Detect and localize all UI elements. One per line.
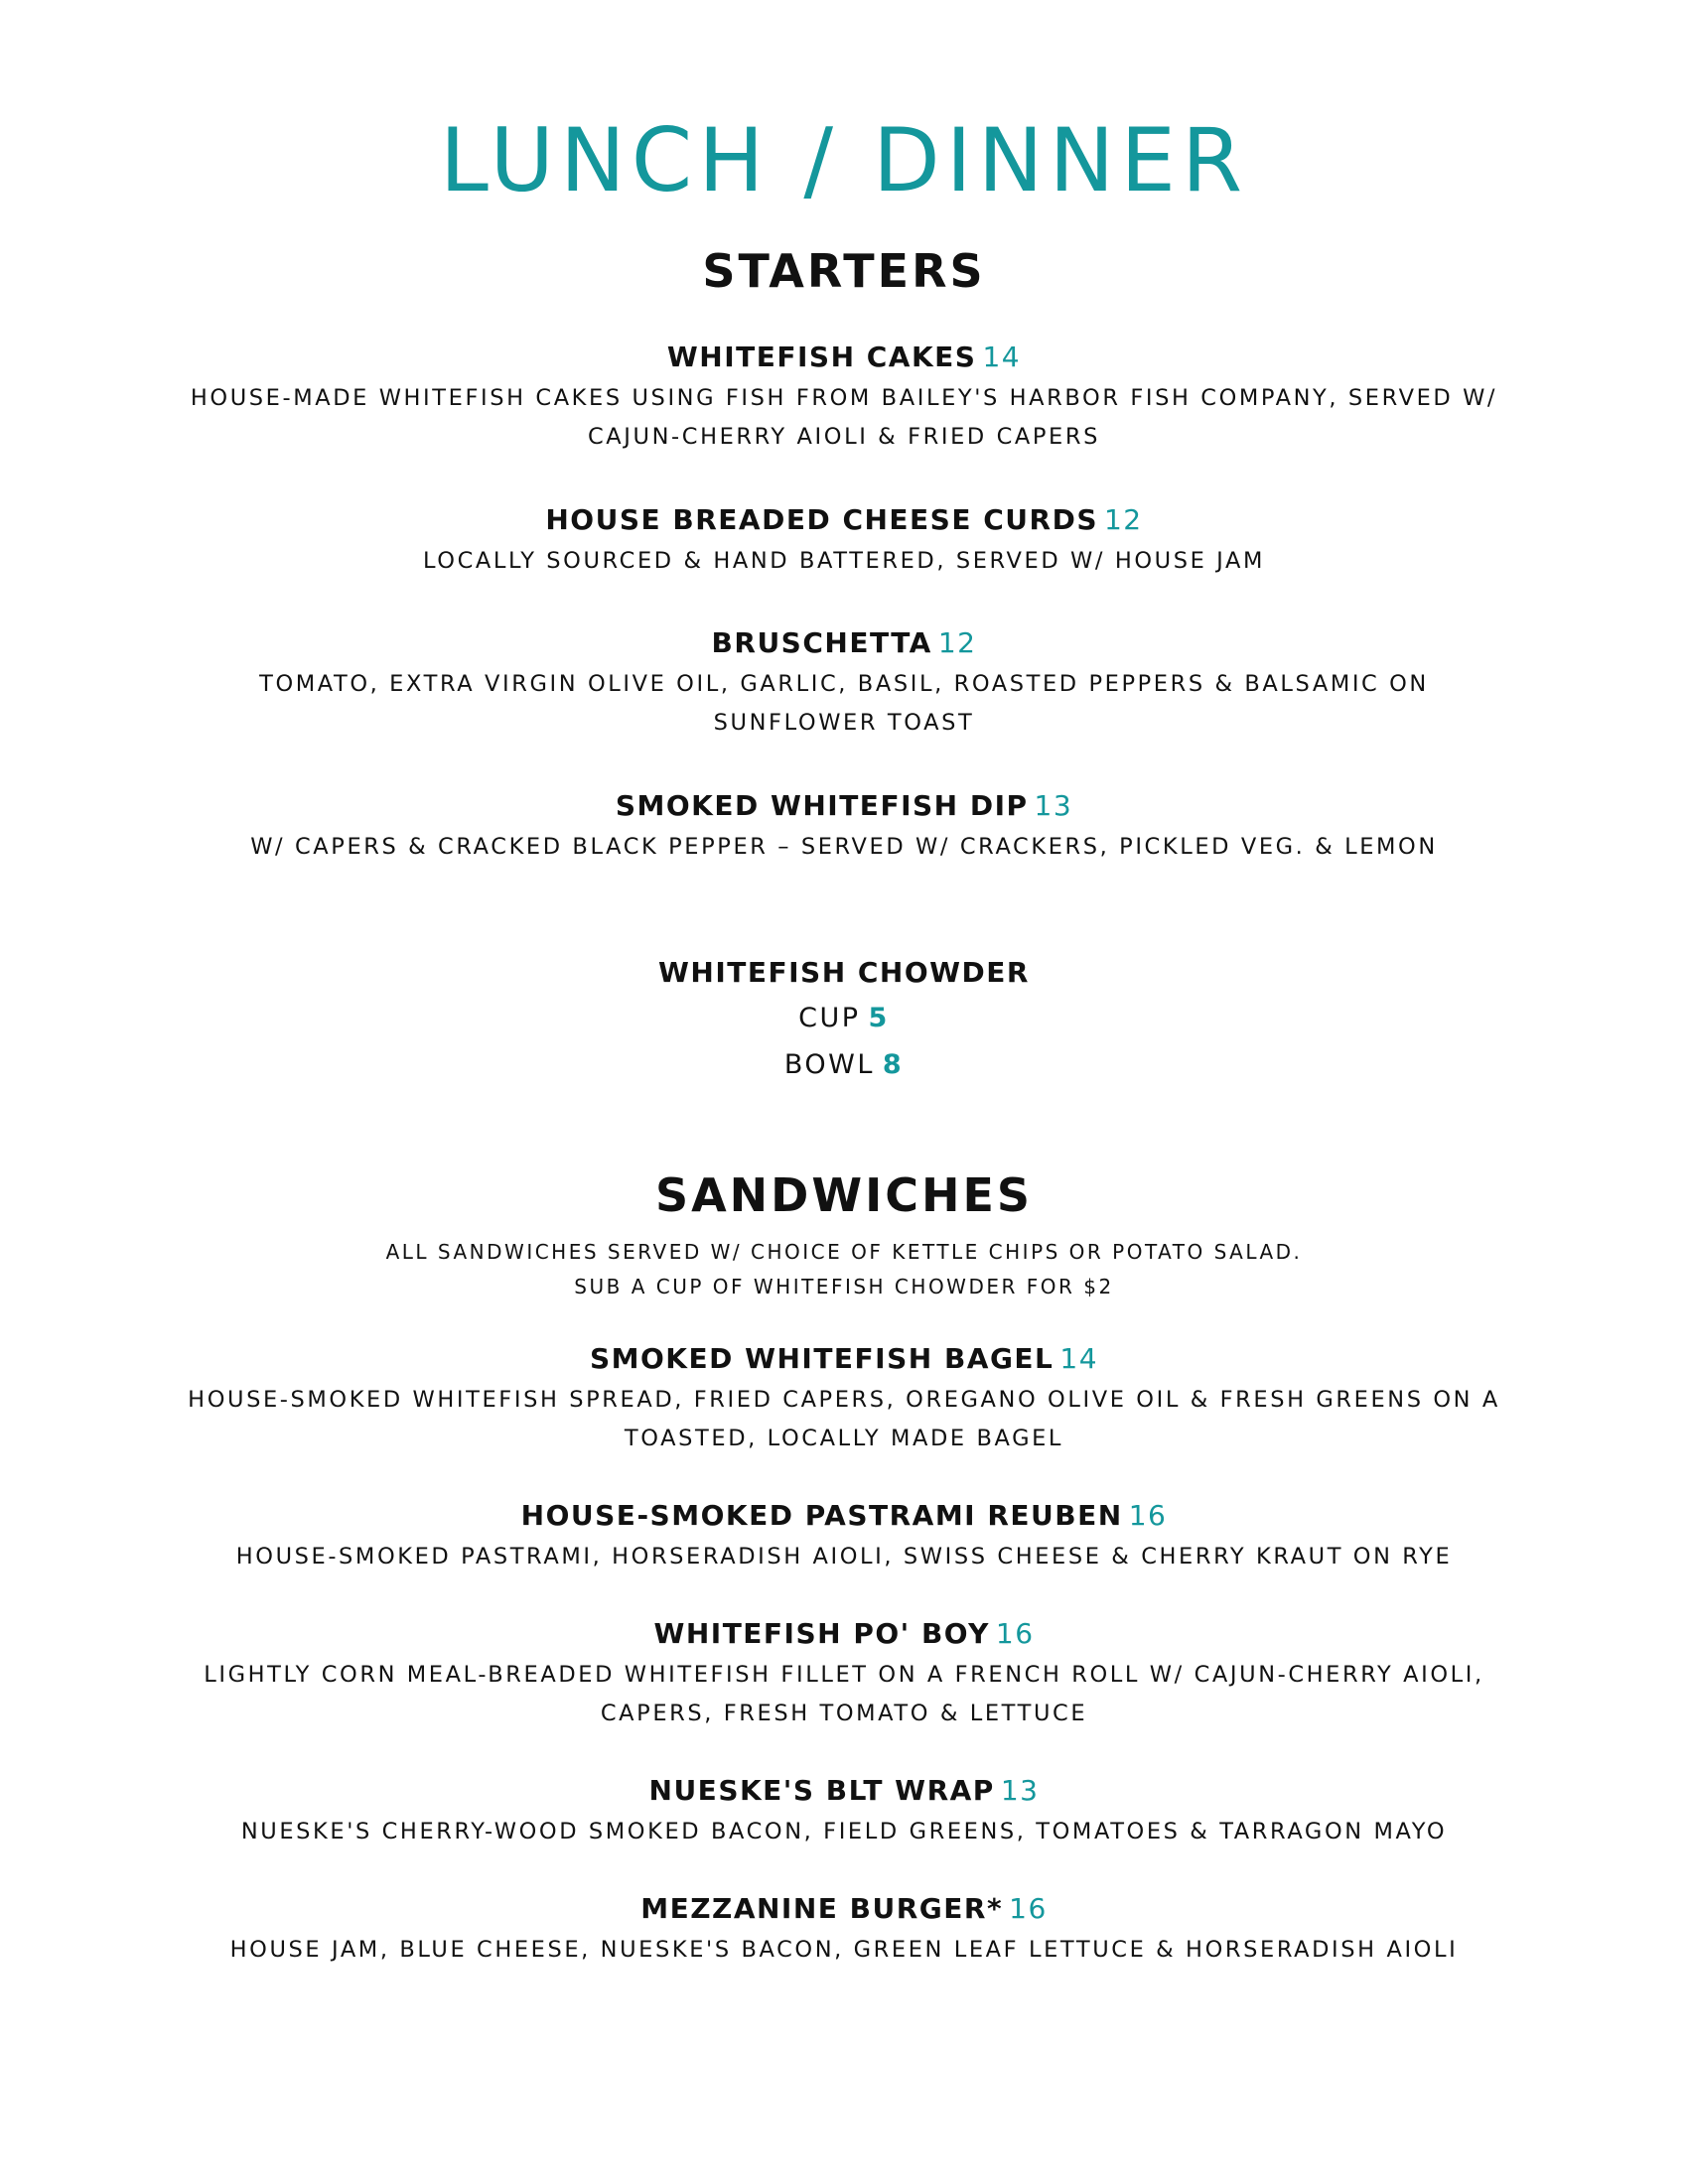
item-description [99,542,1589,581]
menu-item-smoked-whitefish-bagel [99,1341,1589,1458]
item-description [99,1813,1589,1851]
item-description [99,1656,1589,1733]
item-price: 14 [1059,1342,1099,1375]
item-name: HOUSE-SMOKED PASTRAMI REUBEN [520,1499,1123,1532]
item-description-line: HOUSE-SMOKED PASTRAMI, HORSERADISH AIOLI, SWISS CHEESE & CHERRY KRAUT ON RYE [235,1544,1453,1570]
menu-item-whitefish-cakes [99,340,1589,457]
item-description-line: HOUSE JAM, BLUE CHEESE, NUESKE'S BACON, GREEN LEAF LETTUCE & HORSERADISH AIOLI [229,1937,1459,1963]
item-name: SMOKED WHITEFISH BAGEL [589,1342,1055,1375]
sandwiches-heading: SANDWICHES [654,1168,1034,1222]
size-label: CUP [798,1003,861,1033]
item-name: SMOKED WHITEFISH DIP [615,789,1029,822]
size-price: 5 [868,1003,890,1033]
menu-item-bruschetta [99,625,1589,743]
sandwiches-note [99,1235,1589,1304]
item-description [99,1538,1589,1576]
item-name: HOUSE BREADED CHEESE CURDS [545,503,1098,536]
chowder-cup-option [99,995,1589,1041]
item-price: 12 [1103,503,1143,536]
size-price: 8 [882,1049,905,1080]
item-description [99,1931,1589,1970]
item-price: 14 [982,341,1022,373]
item-price: 13 [1034,789,1073,822]
item-description [99,828,1589,867]
item-description-line: LIGHTLY CORN MEAL-BREADED WHITEFISH FILLET ON A FRENCH ROLL W/ CAJUN-CHERRY AIOLI, [204,1662,1484,1688]
menu-item-smoked-whitefish-dip [99,788,1589,867]
menu-item-cheese-curds [99,502,1589,581]
item-price: 12 [937,626,977,659]
item-description-line: CAPERS, FRESH TOMATO & LETTUCE [600,1701,1088,1726]
menu-item-pastrami-reuben [99,1498,1589,1576]
menu-item-whitefish-chowder [99,955,1589,1088]
item-description-line: W/ CAPERS & CRACKED BLACK PEPPER – SERVED W/ CRACKERS, PICKLED VEG. & LEMON [250,834,1438,860]
item-description [99,379,1589,457]
note-line: ALL SANDWICHES SERVED W/ CHOICE OF KETTLE CHIPS OR POTATO SALAD. [385,1240,1303,1264]
item-price: 16 [1128,1499,1168,1532]
menu-title: LUNCH / DINNER [439,109,1249,211]
item-description-line: SUNFLOWER TOAST [713,710,975,736]
note-line: SUB A CUP OF WHITEFISH CHOWDER FOR $2 [574,1275,1114,1298]
item-description-line: NUESKE'S CHERRY-WOOD SMOKED BACON, FIELD GREENS, TOMATOES & TARRAGON MAYO [240,1819,1448,1844]
item-name: BRUSCHETTA [711,626,932,659]
size-label: BOWL [783,1049,875,1080]
menu-item-mezzanine-burger [99,1891,1589,1970]
item-name: WHITEFISH PO' BOY [653,1617,990,1650]
item-name: MEZZANINE BURGER* [640,1892,1004,1925]
item-price: 16 [1009,1892,1048,1925]
item-description-line: HOUSE-MADE WHITEFISH CAKES USING FISH FROM BAILEY'S HARBOR FISH COMPANY, SERVED W/ [190,385,1498,411]
item-description-line: HOUSE-SMOKED WHITEFISH SPREAD, FRIED CAPERS, OREGANO OLIVE OIL & FRESH GREENS ON A [188,1387,1500,1413]
item-description-line: TOMATO, EXTRA VIRGIN OLIVE OIL, GARLIC, BASIL, ROASTED PEPPERS & BALSAMIC ON [259,671,1429,697]
item-description-line: CAJUN-CHERRY AIOLI & FRIED CAPERS [588,424,1100,450]
item-description [99,1381,1589,1458]
item-name: NUESKE'S BLT WRAP [648,1774,995,1807]
item-price: 16 [995,1617,1035,1650]
item-description-line: TOASTED, LOCALLY MADE BAGEL [624,1426,1064,1451]
starters-heading: STARTERS [702,244,986,298]
item-description [99,665,1589,743]
item-name: WHITEFISH CAKES [666,341,977,373]
menu-item-whitefish-po-boy [99,1616,1589,1733]
menu-item-blt-wrap [99,1773,1589,1851]
item-description-line: LOCALLY SOURCED & HAND BATTERED, SERVED W/ HOUSE JAM [422,548,1266,574]
chowder-bowl-option [99,1041,1589,1088]
item-name: WHITEFISH CHOWDER [658,956,1030,989]
item-price: 13 [1000,1774,1040,1807]
